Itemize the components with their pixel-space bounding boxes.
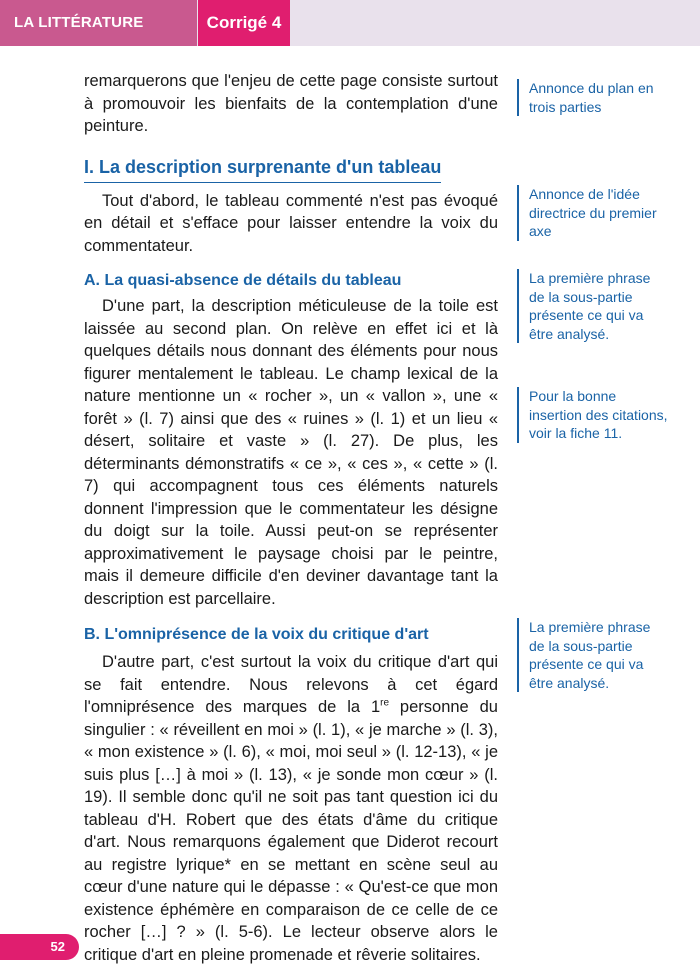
subpart-a-heading: A. La quasi-absence de détails du tableau [84,272,402,289]
subpart-b-heading: B. L'omniprésence de la voix du critique d'art [84,626,429,643]
margin-note-3: La première phrase de la sous-partie présente ce qui va être analysé. [517,269,669,343]
header-bar [0,0,700,77]
subpart-b-paragraph: D'autre part, c'est surtout la voix du critique d'art qui se fait entendre. Nous relevons à cet égard l'omniprésence des marques de la 1re personne du singulier : « réveillent en moi » (l. 1), « je marche » (l. 3), « mon existence » (l. 6), « moi, moi seul » (l. 12-13), « je suis plus […] à moi » (l. 13), « je sonde mon cœur » (l. 19). Il semble donc qu'il ne soit pas tant question ici du tableau d'H. Robert que des états d'âme du critique d'art. Nous remarquons également que Diderot recourt au registre lyrique* en se mettant en scène seul au cœur d'une nature qui le dépasse : « Qu'est-ce que mon existence éphémère en comparaison de ce celle de ce rocher […] ? » (l. 5-6). Le lecteur observe alors le critique d'art en pleine promenade et rêverie solitaires. [84,653,498,964]
subpart-a-paragraph: D'une part, la description méticuleuse de la toile est laissée au second plan. On relève en effet ici et là quelques détails nous donnant des éléments pour nous figurer mentalement le tableau. Le champ lexical de la nature mentionne un « rocher », un « vallon », une « forêt » (l. 7) ainsi que des « ruines » (l. 1) et un lieu « désert, solitaire et vaste » (l. 27). De plus, les déterminants démonstratifs « ce », « ces », « cette » (l. 7) qui accompagnent tous ces éléments naturels donnent l'impression que le commentateur les désigne du doigt sur la toile. Aussi peut-on se représenter approximativement le paysage choisi par le peintre, mais il demeure difficile d'en deviner davantage tant la description est parcellaire. [84,297,498,608]
part1-intro-paragraph: Tout d'abord, le tableau commenté n'est pas évoqué en détail et s'efface pour laisser entendre la voix du commentateur. [84,191,498,255]
margin-note-5: La première phrase de la sous-partie présente ce qui va être analysé. [517,618,669,692]
intro-end-paragraph: remarquerons que l'enjeu de cette page consiste surtout à promouvoir les bienfaits de la contemplation d'une peinture. [84,72,498,135]
section-title: LA LITTÉRATURE D'IDÉES [0,0,197,46]
margin-note-4: Pour la bonne insertion des citations, voir la fiche 11. [517,387,669,443]
margin-note-2: Annonce de l'idée directrice du premier axe [517,185,669,241]
page-number: 52 [0,934,79,960]
corrige-label: Corrigé 4 [198,0,290,46]
part1-heading: I. La description surprenante d'un tableau [84,155,441,183]
main-text [84,70,498,966]
margin-note-1: Annonce du plan en trois parties [517,79,669,116]
